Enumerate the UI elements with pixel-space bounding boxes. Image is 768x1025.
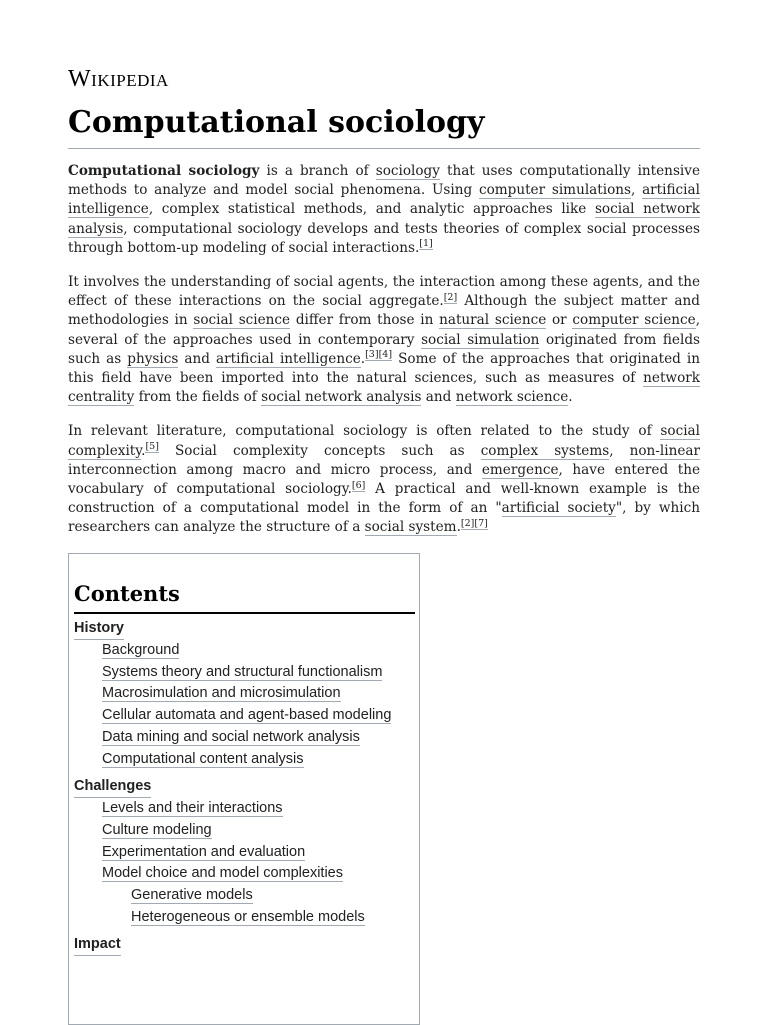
text-run: . (360, 350, 366, 367)
toc-item-link[interactable]: Computational content analysis (102, 750, 304, 767)
toc-item (74, 662, 415, 684)
text-run: In relevant literature, computational sociology is often related to the study of (68, 423, 661, 440)
text-run: Although the subject matter and methodologies in (68, 293, 700, 329)
toc-item (74, 842, 415, 864)
text-run: . (141, 442, 146, 459)
citation-link[interactable]: [4] (378, 349, 393, 361)
text-run: , (609, 442, 630, 459)
toc-section-link[interactable]: History (74, 618, 124, 640)
toc-section-link[interactable]: Impact (74, 934, 121, 956)
toc-item (74, 863, 415, 885)
toc-item (74, 749, 415, 771)
text-run: ", by which researchers can analyze the structure of a (68, 500, 700, 536)
wiki-link[interactable]: complex systems (480, 442, 610, 459)
text-run: is a branch of (259, 163, 376, 179)
toc-item-link[interactable]: Experimentation and evaluation (102, 843, 306, 860)
text-run: Social complexity concepts such as (158, 442, 481, 459)
toc-list (74, 618, 415, 962)
text-run: and (178, 350, 216, 367)
paragraph (68, 273, 700, 407)
paragraph (68, 422, 700, 537)
citation-link[interactable]: [5] (145, 441, 159, 453)
text-run: , (631, 182, 643, 199)
toc-item-link[interactable]: Generative models (131, 887, 253, 904)
table-of-contents (68, 553, 420, 1025)
text-run: , complex statistical methods, and analytic approaches like (148, 201, 595, 218)
text-run: , several of the approaches used in contemporary (68, 312, 701, 348)
toc-item-link[interactable]: Cellular automata and agent-based modeling (102, 707, 392, 724)
toc-item-link[interactable]: Systems theory and structural functionalism (102, 663, 383, 680)
toc-item (74, 907, 415, 929)
wikipedia-wordmark[interactable]: Wikipedia (68, 66, 169, 92)
text-run: A practical and well-known example is the construction of a computational model in the form of an " (68, 481, 700, 517)
text-run: that uses computationally intensive methods to analyze and model social phenomena. Using (68, 163, 700, 199)
wiki-link[interactable]: emergence (481, 461, 559, 478)
citation-link[interactable]: [7] (474, 517, 488, 529)
text-run: . (568, 389, 573, 406)
text-run: differ from those in (290, 312, 440, 329)
wiki-link[interactable]: social network analysis (261, 389, 422, 406)
text-run: or (546, 312, 573, 329)
wiki-link[interactable]: physics (127, 350, 179, 367)
citation-link[interactable]: [3] (365, 349, 379, 361)
wiki-link[interactable]: computer science (572, 312, 696, 329)
citation-link[interactable]: [1] (419, 238, 433, 250)
wiki-link[interactable]: non-linear (629, 442, 700, 459)
wiki-link[interactable]: artificial society (501, 500, 616, 517)
wiki-link[interactable]: social system (364, 519, 457, 536)
wiki-link[interactable]: social complexity (68, 423, 700, 459)
toc-section (74, 934, 415, 956)
text-run: It involves the understanding of social agents, the interaction among these agents, and the effect of these interactions on the social aggregate. (68, 274, 700, 310)
toc-item (74, 820, 415, 842)
toc-item-link[interactable]: Model choice and model complexities (102, 865, 343, 882)
toc-item-link[interactable]: Macrosimulation and microsimulation (102, 685, 341, 702)
toc-item-link[interactable]: Culture modeling (102, 821, 212, 838)
citation-link[interactable]: [2] (443, 291, 458, 303)
toc-section (74, 618, 415, 770)
toc-item-link[interactable]: Background (102, 642, 180, 658)
toc-section-link[interactable]: Challenges (74, 776, 151, 798)
text-run: from the fields of (134, 389, 262, 406)
toc-item (74, 798, 415, 820)
bold-term: Computational sociology (68, 163, 260, 179)
toc-section (74, 776, 415, 928)
wiki-link[interactable]: natural science (439, 312, 547, 329)
wiki-link[interactable]: sociology (375, 163, 440, 179)
text-run: , computational sociology develops and tests theories of complex social processes through bottom-up modeling of social interactions. (68, 220, 700, 256)
text-run: . (456, 519, 461, 536)
paragraph (68, 162, 700, 258)
text-run: and (421, 389, 456, 406)
text-run: , have entered the vocabulary of computational sociology. (68, 461, 701, 498)
toc-item (74, 683, 415, 705)
toc-item (74, 705, 415, 727)
citation-link[interactable]: [2] (460, 517, 475, 529)
toc-title: Contents (74, 578, 415, 614)
wiki-link[interactable]: computer simulations (478, 182, 631, 199)
wiki-link[interactable]: artificial intelligence (216, 350, 361, 367)
wiki-link[interactable]: network science (455, 389, 569, 406)
wiki-link[interactable]: network centrality (68, 370, 700, 406)
wiki-link[interactable]: social science (193, 312, 291, 329)
page-title: Computational sociology (68, 100, 700, 149)
toc-item-link[interactable]: Data mining and social network analysis (102, 728, 360, 745)
text-run: Some of the approaches that originated in this field have been imported into the natural sciences, such as measures of (68, 350, 700, 387)
wiki-link[interactable]: artificial intelligence (68, 182, 700, 218)
article-body (68, 162, 700, 553)
wiki-link[interactable]: social network analysis (68, 201, 700, 237)
text-run: originated from fields such as (68, 331, 700, 367)
toc-item (74, 640, 415, 662)
toc-item (74, 727, 415, 749)
citation-link[interactable]: [6] (351, 479, 366, 491)
text-run: interconnection among macro and micro process, and (68, 461, 482, 478)
toc-item (74, 885, 415, 907)
wiki-link[interactable]: social simulation (421, 331, 540, 348)
toc-item-link[interactable]: Levels and their interactions (102, 800, 283, 817)
toc-item-link[interactable]: Heterogeneous or ensemble models (131, 908, 365, 925)
